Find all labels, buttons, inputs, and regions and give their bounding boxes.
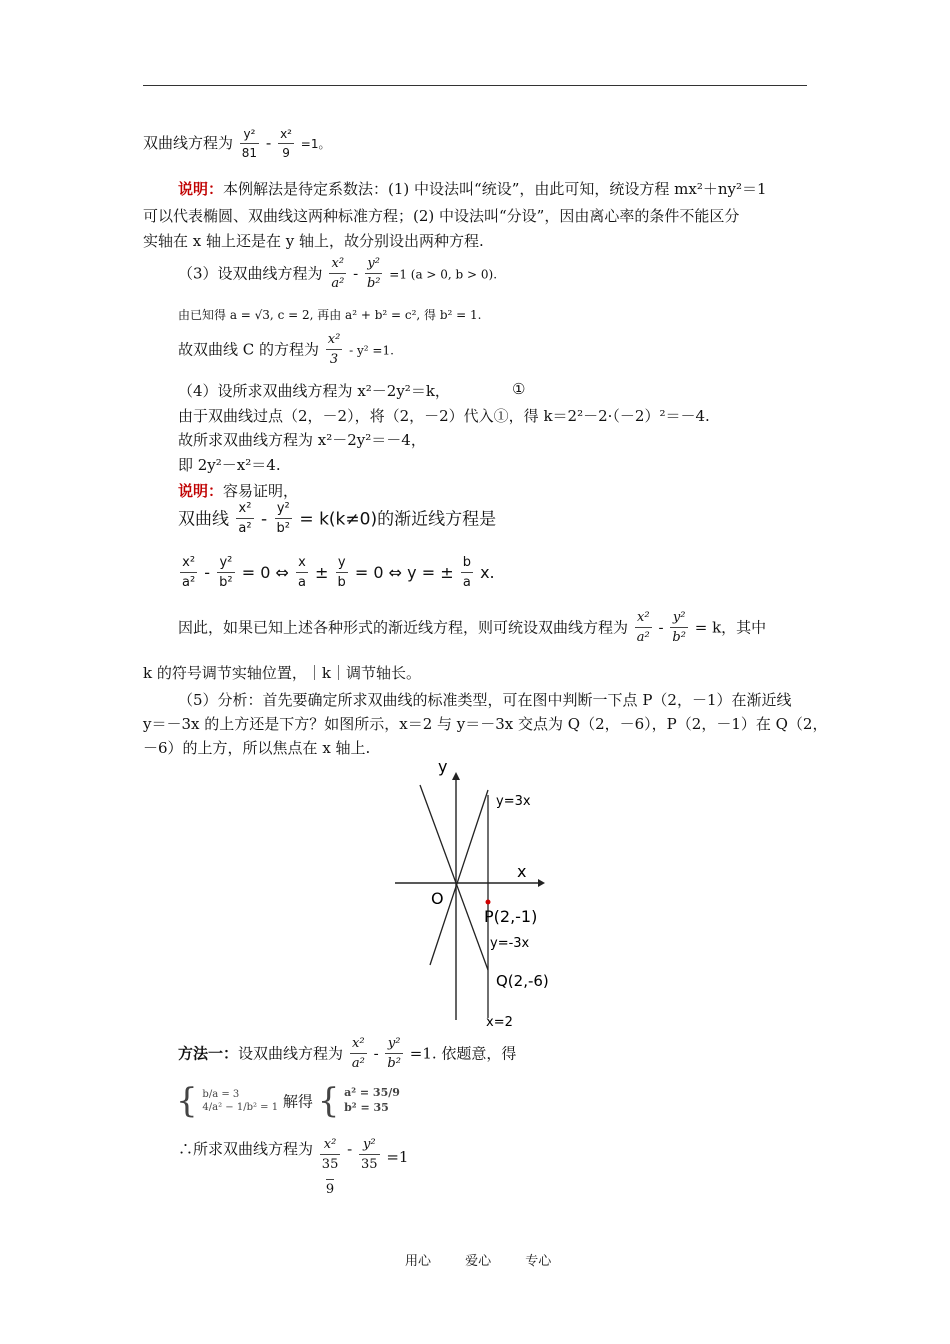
text: =1。 (300, 137, 331, 152)
header-rule (143, 85, 807, 86)
label-x-2: x=2 (486, 1015, 513, 1030)
note-1-line-2: 可以代表椭圆、双曲线这两种标准方程；(2) 中设法叫“分设”，因由离心率的条件不能区分 (143, 207, 740, 225)
y-axis-arrow (452, 772, 460, 780)
label-y-3x: y=3x (496, 794, 531, 809)
footer-text: 专心 (525, 1254, 552, 1269)
note-1-line-3: 实轴在 x 轴上还是在 y 轴上，故分别设出两种方程. (143, 232, 484, 250)
part-4-line-3: 故所求双曲线方程为 x²－2y²＝－4， (178, 431, 426, 449)
fraction: x² 35 9 (321, 1137, 339, 1197)
label-point-p: P(2,-1) (484, 907, 538, 926)
origin-label: O (431, 889, 444, 908)
asymptote-derivation: $\frac{\text{x²}}{\text{a²}}$ - $\frac{\text{y²}}{\text{b²}}$ = 0 ⇔ $\frac{x}{a}$ ± $\frac{y}{b}$ = 0 ⇔ y = ± $\frac{b}{a}$ x. (182, 555, 495, 591)
part-5-line-3: －6）的上方，所以焦点在 x 轴上. (143, 739, 371, 757)
equation-system: { b/a = 3 4/a² − 1/b² = 1 解得 { a² = 35/9 b² = 35 (176, 1081, 400, 1121)
page-footer (390, 1250, 566, 1269)
fraction: $\frac{\text{x²}}{\text{a²}}$ (238, 501, 252, 537)
equation-marker: ① (512, 380, 526, 398)
fraction: $\frac{\text{y²}}{35}$ (360, 1137, 378, 1173)
y-axis-label: y (438, 757, 448, 776)
fraction: $\frac{\text{x²}}{9}$ (280, 127, 292, 161)
footer-text: 爱心 (465, 1254, 492, 1269)
fraction: $\frac{\text{x²}}{\text{a²}}$ (636, 610, 650, 646)
fraction: $\frac{\text{y²}}{81}$ (241, 127, 258, 161)
label-y-neg-3x: y=-3x (490, 936, 530, 951)
part-5-line-2: y＝－3x 的上方还是下方？如图所示，x＝2 与 y＝－3x 交点为 Q（2，－6），P（2，－1）在 Q（2， (143, 715, 828, 733)
equation-line-1: 双曲线方程为 $\frac{\text{y²}}{81}$ - $\frac{\text{x²}}{9}$ =1。 (143, 127, 331, 161)
part-4-line-2: 由于双曲线过点（2，－2），将（2，－2）代入①，得 k＝2²－2·（－2）²＝－4. (178, 407, 710, 425)
part-3-result: 故双曲线 C 的方程为 $\frac{\text{x²}}{3}$ - y² =1. (178, 332, 394, 368)
fraction: $\frac{\text{x²}}{\text{a²}}$ (331, 256, 345, 292)
fraction: $\frac{b}{a}$ (462, 555, 471, 591)
method-label: 方法一： (178, 1044, 239, 1063)
fraction: $\frac{x}{a}$ (297, 555, 306, 591)
label-point-q: Q(2,-6) (496, 972, 549, 990)
note-2: 说明：容易证明， (178, 482, 299, 500)
fraction: $\frac{\text{x²}}{\text{a²}}$ (351, 1036, 365, 1072)
asymptote-statement: 双曲线 $\frac{\text{x²}}{\text{a²}}$ - $\frac{\text{y²}}{\text{b²}}$ = k(k≠0)的渐近线方程是 (178, 501, 497, 537)
method-1-result: ∴所求双曲线方程为 x² 35 9 - $\frac{\text{y²}}{35}$ =1 (178, 1137, 409, 1197)
part-4-line-1: （4）设所求双曲线方程为 x²－2y²＝k， (178, 382, 450, 400)
fraction: $\frac{\text{y²}}{\text{b²}}$ (276, 501, 291, 537)
line-y-neg-3x (420, 785, 488, 970)
note-label: 说明： (178, 180, 224, 198)
fraction: $\frac{\text{x²}}{3}$ (327, 332, 341, 368)
part-3-known: 由已知得 a = √3, c = 2, 再由 a² + b² = c², 得 b² = 1. (178, 308, 482, 322)
line-y-3x (430, 790, 488, 965)
footer-text: 用心 (404, 1254, 431, 1269)
unified-form-note: k 的符号调节实轴位置，｜k｜调节轴长。 (143, 664, 421, 682)
fraction: $\frac{\text{y²}}{\text{b²}}$ (366, 256, 381, 292)
fraction: $\frac{y}{b}$ (337, 555, 346, 591)
fraction: $\frac{\text{y²}}{\text{b²}}$ (672, 610, 686, 646)
x-axis-arrow (538, 879, 545, 887)
part-3-equation: （3）设双曲线方程为 $\frac{\text{x²}}{\text{a²}}$ - $\frac{\text{y²}}{\text{b²}}$ =1 (a > 0, b > 0). (178, 256, 498, 292)
asymptote-figure (380, 750, 570, 1030)
fraction: $\frac{\text{y²}}{\text{b²}}$ (219, 555, 233, 591)
point-p (486, 900, 491, 905)
system-solution: a² = 35/9 b² = 35 (344, 1086, 400, 1114)
note-1-line-1: 说明：本例解法是待定系数法：(1) 中设法叫“统设”，由此可知，统设方程 mx²＋ny²＝1 (178, 180, 767, 198)
part-4-line-4: 即 2y²－x²＝4. (178, 456, 281, 474)
system-equations: b/a = 3 4/a² − 1/b² = 1 (202, 1088, 279, 1113)
part-5-line-1: （5）分析：首先要确定所求双曲线的标准类型，可在图中判断一下点 P（2，－1）在渐近线 (178, 691, 792, 709)
fraction: $\frac{\text{y²}}{\text{b²}}$ (387, 1036, 401, 1072)
fraction: $\frac{\text{x²}}{\text{a²}}$ (182, 555, 196, 591)
unified-form-line: 因此，如果已知上述各种形式的渐近线方程，则可统设双曲线方程为 $\frac{\text{x²}}{\text{a²}}$ - $\frac{\text{y²}}{\text{b²}}$ = k，其中 (178, 610, 767, 646)
text: 双曲线方程为 (143, 134, 234, 153)
method-1-line: 方法一：设双曲线方程为 $\frac{\text{x²}}{\text{a²}}$ - $\frac{\text{y²}}{\text{b²}}$ =1. 依题意，得 (178, 1036, 517, 1072)
x-axis-label: x (517, 862, 527, 881)
